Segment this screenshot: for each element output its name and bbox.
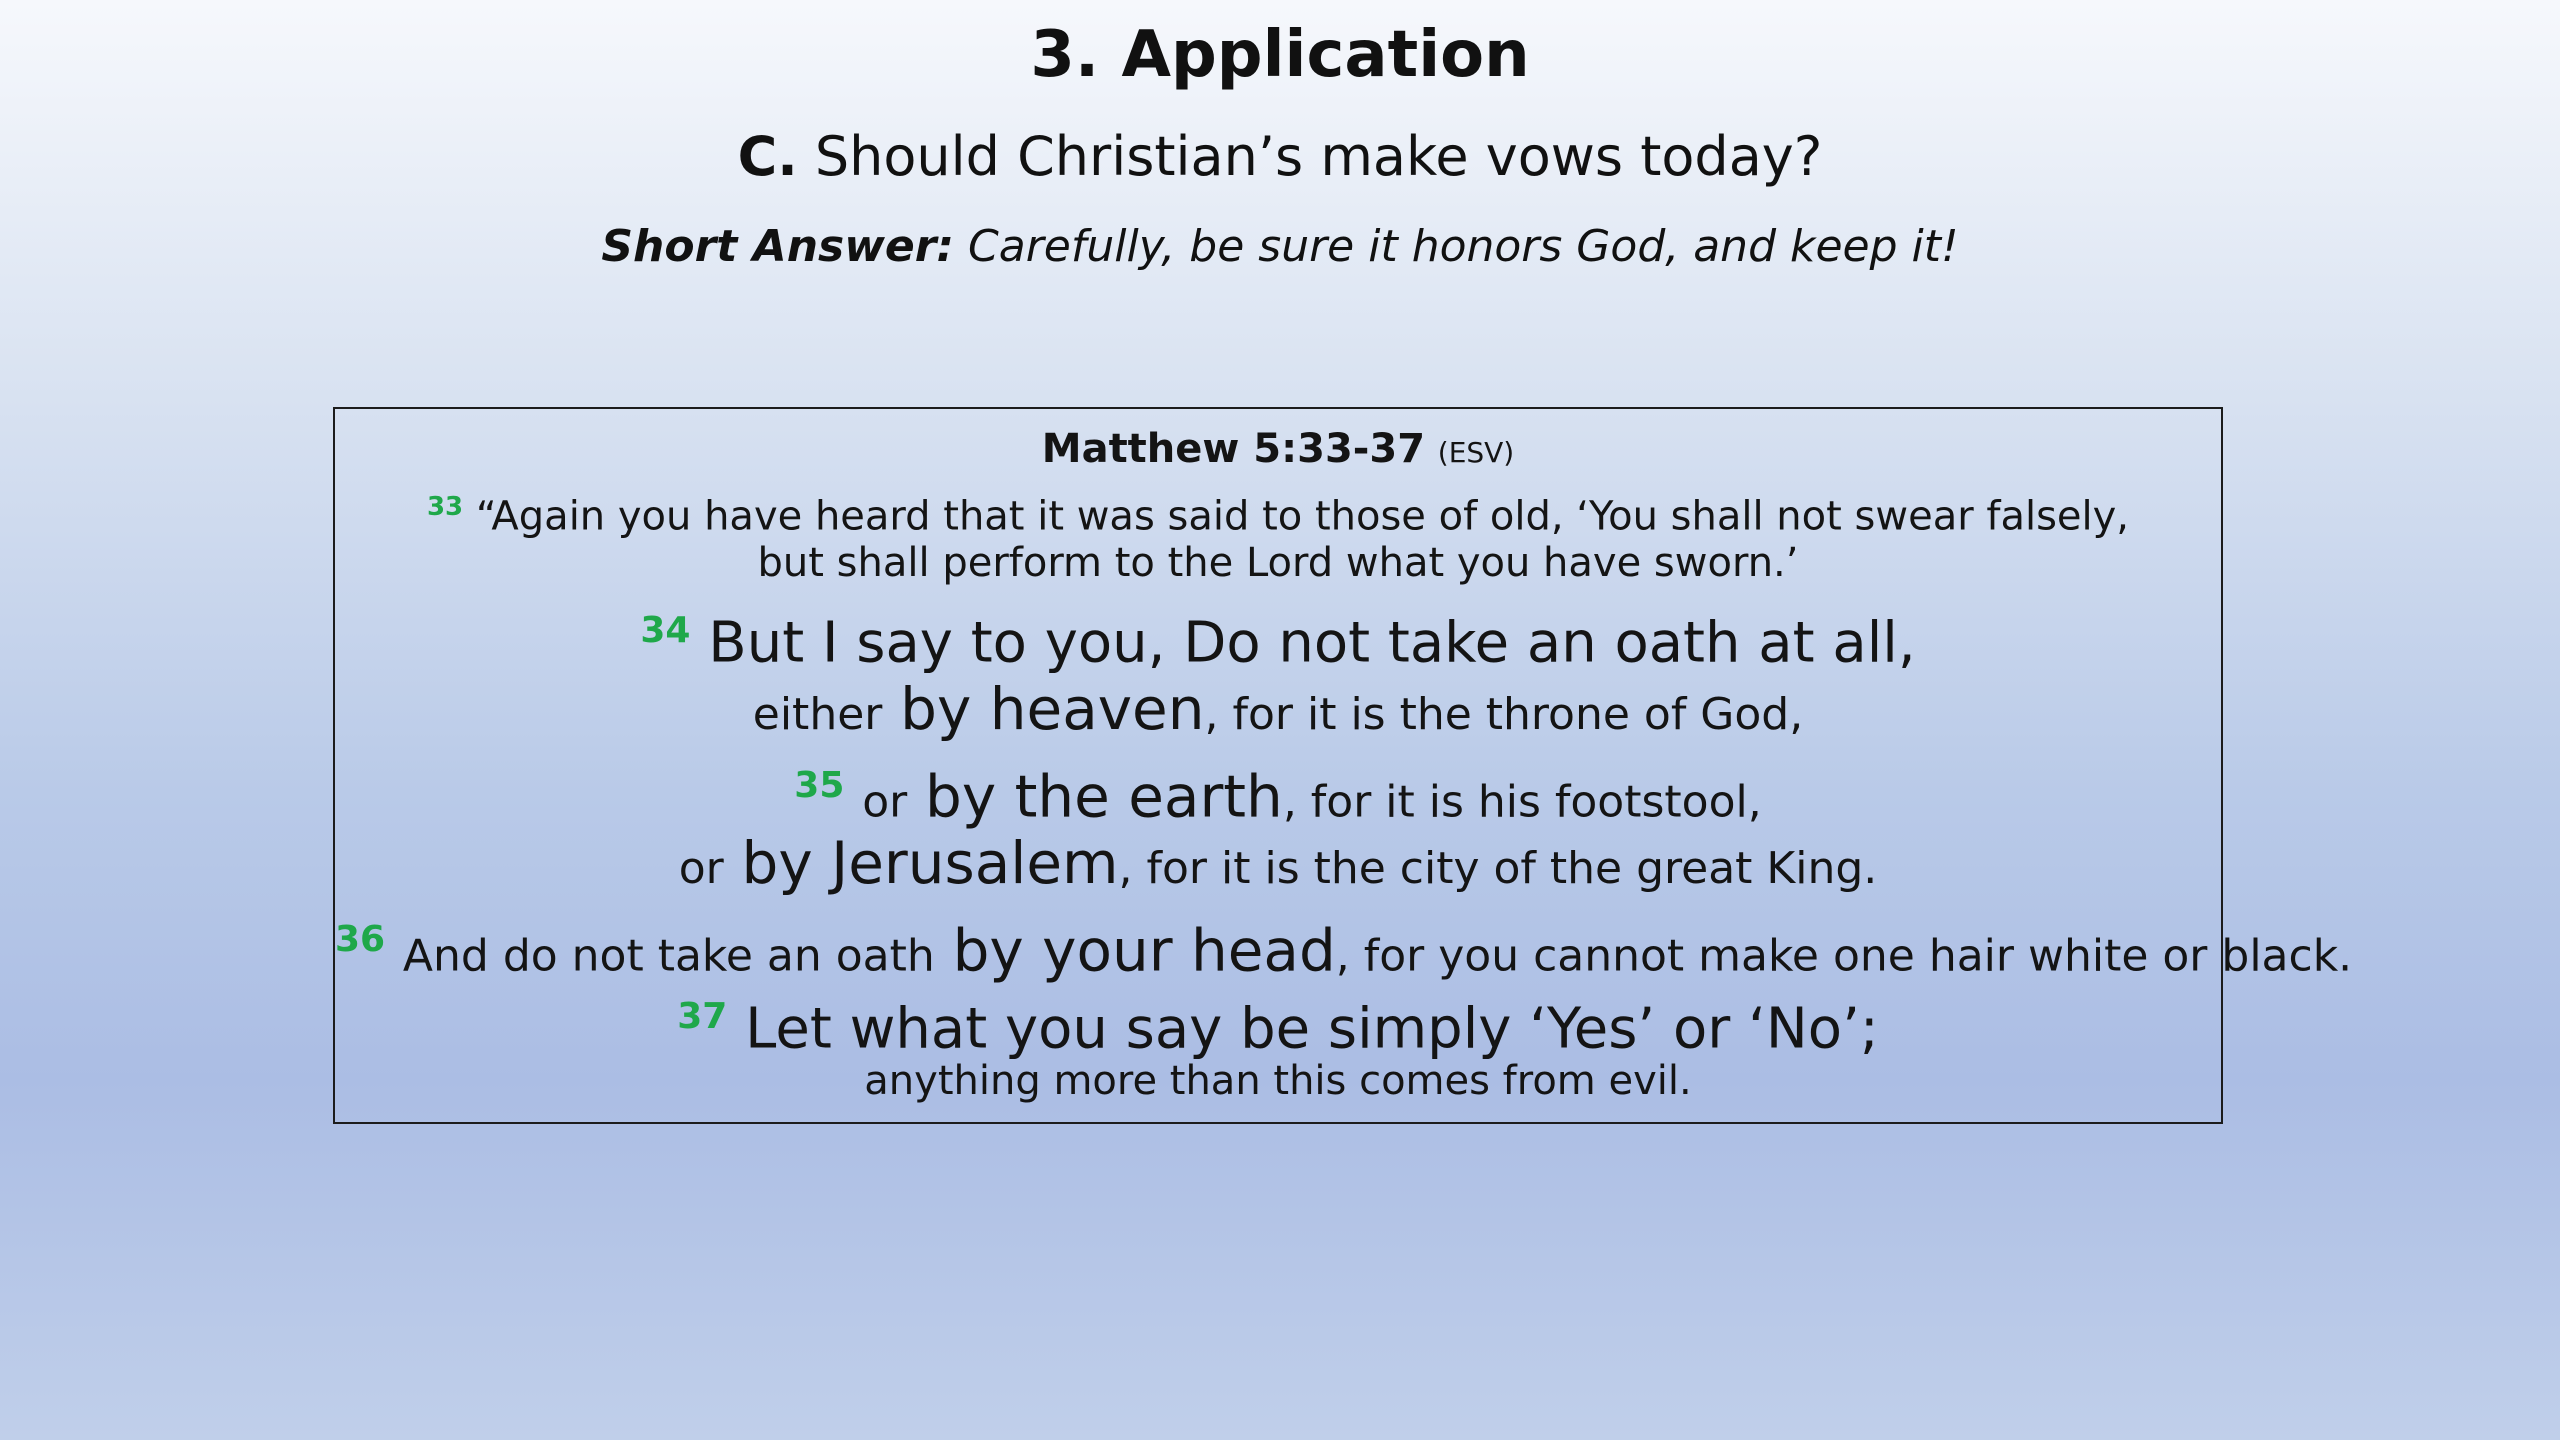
verse-text-pre: either bbox=[752, 689, 883, 740]
verse-text-post: , for it is his footstool, bbox=[1282, 776, 1762, 828]
verse-text-pre: or bbox=[862, 776, 908, 828]
passage-reference bbox=[335, 421, 2221, 481]
verse-text-emphasis: by the earth bbox=[925, 762, 1283, 831]
verse-text-pre: or bbox=[678, 843, 724, 894]
question-heading bbox=[0, 118, 2560, 196]
passage-reference-text: Matthew 5:33-37 bbox=[1041, 426, 1426, 472]
verse-number: 36 bbox=[335, 919, 386, 960]
verse-number: 37 bbox=[677, 996, 728, 1037]
passage-version: (ESV) bbox=[1437, 436, 1515, 469]
verse-text-emphasis: by Jerusalem bbox=[741, 829, 1119, 897]
verse-text-emphasis: by heaven bbox=[900, 675, 1205, 743]
verse-text-post: , for you cannot make one hair white or black. bbox=[1335, 930, 2353, 982]
slide-title: 3. Application bbox=[1030, 18, 1530, 92]
verse-text-post: , for it is the city of the great King. bbox=[1118, 843, 1878, 894]
verse-text-pre: And do not take an oath bbox=[402, 930, 935, 982]
verse-text: But I say to you, Do not take an oath at all, bbox=[708, 610, 1916, 676]
short-answer bbox=[0, 214, 2560, 280]
verse-35-line-2 bbox=[335, 825, 2221, 907]
short-answer-label: Short Answer: bbox=[601, 221, 955, 272]
question-text: Should Christian’s make vows today? bbox=[814, 125, 1823, 188]
verse-text: but shall perform to the Lord what you have sworn.’ bbox=[757, 540, 1799, 586]
verse-number: 35 bbox=[794, 765, 845, 806]
verse-37-line-2 bbox=[335, 1055, 2221, 1107]
scripture-box bbox=[333, 407, 2353, 1124]
verse-text: anything more than this comes from evil. bbox=[864, 1058, 1692, 1104]
question-marker: C. bbox=[737, 125, 798, 188]
verse-33-line-2 bbox=[335, 535, 2221, 591]
verse-text-post: , for it is the throne of God, bbox=[1204, 689, 1804, 740]
verse-text: Let what you say be simply ‘Yes’ or ‘No’; bbox=[745, 996, 1879, 1062]
verse-number: 34 bbox=[640, 610, 691, 651]
verse-number: 33 bbox=[426, 492, 464, 522]
short-answer-text: Carefully, be sure it honors God, and keep it! bbox=[968, 221, 1959, 272]
verse-34-line-1 bbox=[335, 593, 2221, 682]
verse-34-line-2 bbox=[335, 671, 2221, 753]
verse-text: “Again you have heard that it was said to those of old, ‘You shall not swear falsely, bbox=[475, 493, 2130, 540]
verse-text-emphasis: by your head bbox=[952, 916, 1336, 985]
